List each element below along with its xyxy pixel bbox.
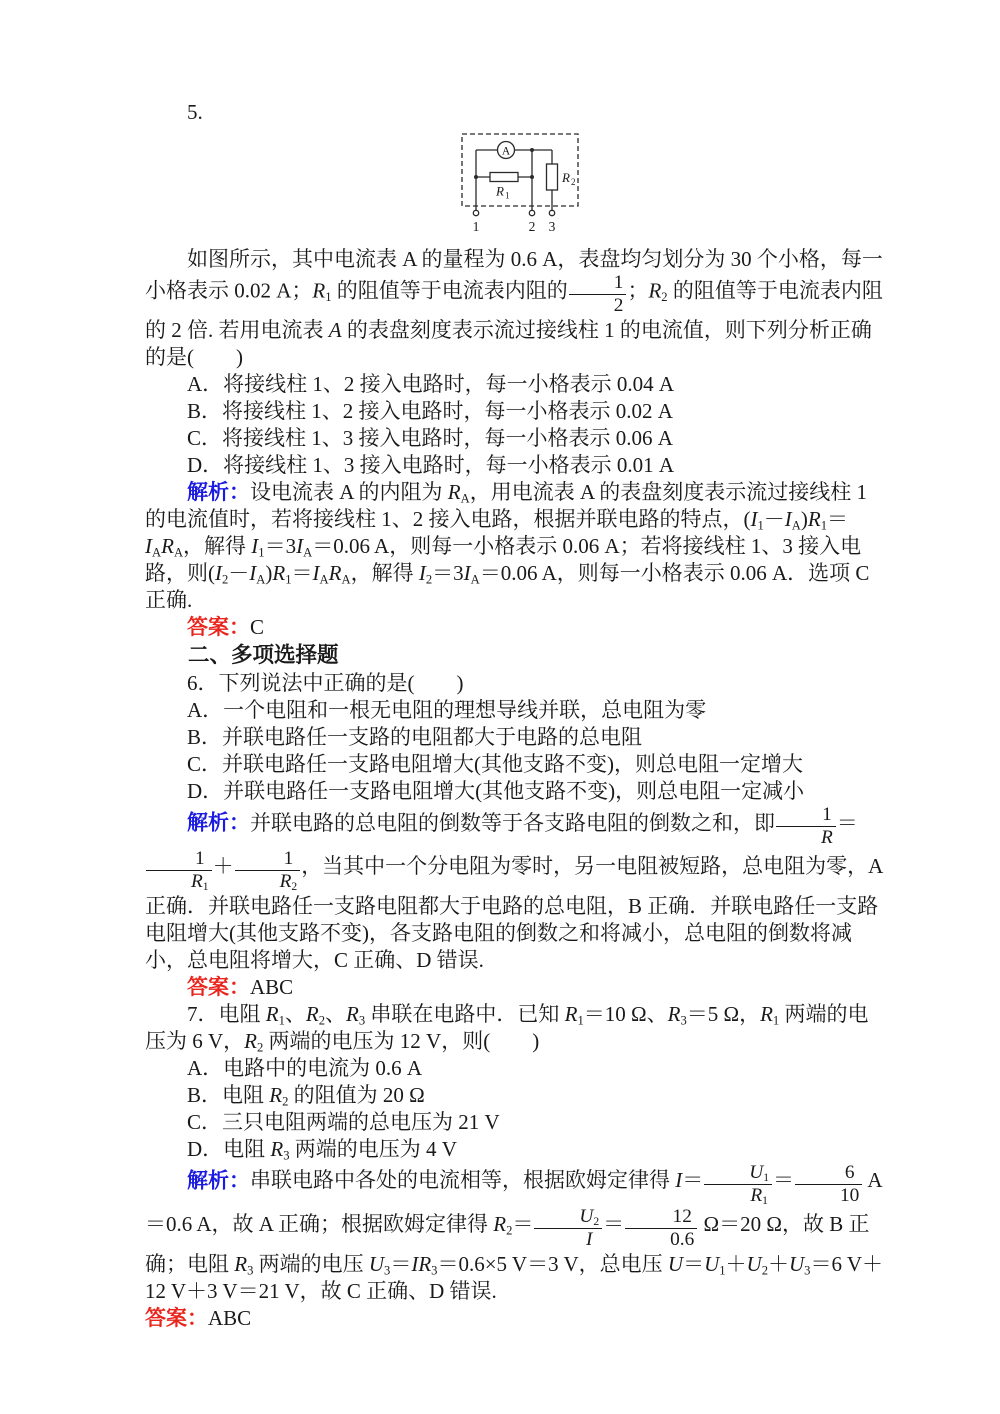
q6-option-d: D．并联电路任一支路电阻增大(其他支路不变)，则总电阻一定减小 [187, 778, 805, 803]
q5-number [145, 99, 887, 126]
q5-option-a: A．将接线柱 1、2 接入电路时，每一小格表示 0.04 A [187, 371, 675, 396]
junction-dot-left [474, 175, 478, 179]
q5-answer [145, 614, 887, 641]
resistor-r2-icon [547, 164, 558, 190]
q6-answer-value: ABC [250, 974, 294, 999]
q5-option-c: C．将接线柱 1、3 接入电路时，每一小格表示 0.06 A [187, 425, 673, 450]
q6-stem: 6．下列说法中正确的是( ) [187, 670, 464, 695]
q7-analysis-text: 串联电路中各处的电流相等，根据欧姆定律得 I＝ $\frac{U_1}{R_1}$ ＝ $\frac{6}{10}$ A＝0.6 A，故 A 正确；根据欧姆定律得 $R_2=$ $\frac{U_2}{I}$ ＝ $\frac{12}{0.6}$ Ω＝20 Ω，故 B 正确；电阻 $R_3$ 两端的电压 $U_3=IR_3=0.6\times 5$ V＝3 V，总电压 $U=U_1+U_2+U_3=6$ V＋12 V＋3 V＝21 V，故 C 正确、D 错误. [145, 1161, 884, 1303]
q5-analysis-text: 设电流表 A 的内阻为 $R_A$，用电流表 A 的表盘刻度表示流过接线柱 1 的电流值时，若将接线柱 1、2 接入电路，根据并联电路的特点，$(I_1-I_A)R_1=I_AR_A$，解得 $I_1=3I_A=0.06$ A，则每一小格表示 0.06 A；若将接线柱 1、3 接入电路，则$(I_2-I_A)R_1=I_AR_A$，解得 $I_2=3I_A=0.06$ A，则每一小格表示 0.06 A．选项 C 正确. [145, 479, 870, 612]
q5-stem: 如图所示，其中电流表 A 的量程为 0.6 A，表盘均匀划分为 30 个小格，每一小格表示 0.02 A；$R_1$ 的阻值等于电流表内阻的 $\frac{1}{2}$ ；$R_2$ 的阻值等于电流表内阻的 2 倍. 若用电流表 A 的表盘刻度表示流过接线柱 1 的电流值，则下列分析正确的是( ) [145, 247, 883, 369]
r2-subscript: 2 [571, 177, 576, 187]
analysis-label: 解析： [187, 480, 250, 504]
r1-label: R [496, 183, 504, 199]
q5-option-b: B．将接线柱 1、2 接入电路时，每一小格表示 0.02 A [187, 398, 673, 423]
answer-label: 答案： [187, 975, 250, 999]
q7-analysis [145, 1163, 887, 1305]
page-content [145, 99, 887, 1332]
analysis-label: 解析： [187, 1169, 250, 1193]
q7-answer-value: ABC [208, 1305, 252, 1330]
circuit-diagram [461, 133, 887, 237]
q5-number-text: 5. [187, 100, 203, 124]
q6-option-a: A．一个电阻和一根无电阻的理想导线并联，总电阻为零 [187, 697, 707, 722]
terminal-3-icon [549, 210, 554, 215]
q6-option-b: B．并联电路任一支路的电阻都大于电路的总电阻 [187, 724, 643, 749]
answer-label: 答案： [145, 1306, 208, 1330]
section-2-title: 二、多项选择题 [188, 642, 339, 667]
q5-answer-value: C [250, 614, 265, 639]
q6-analysis [145, 805, 887, 974]
circuit-diagram-svg [461, 133, 593, 235]
dashed-boundary [462, 134, 578, 206]
ammeter-label: A [501, 145, 511, 158]
q7-option-b: B．电阻 $R_2$ 的阻值为 20 Ω [187, 1082, 425, 1109]
junction-dot-top [530, 148, 534, 152]
terminal-1-icon [473, 210, 478, 215]
q7-option-c: C．三只电阻两端的总电压为 21 V [187, 1109, 500, 1134]
junction-dot-right [530, 175, 534, 179]
q6-option-c: C．并联电路任一支路电阻增大(其他支路不变)，则总电阻一定增大 [187, 751, 803, 776]
q5-analysis [145, 479, 887, 614]
q5-option-d: D．将接线柱 1、3 接入电路时，每一小格表示 0.01 A [187, 452, 675, 477]
terminal-2-icon [529, 210, 534, 215]
terminal-2-label: 2 [528, 219, 536, 234]
q7-answer [145, 1305, 887, 1332]
resistor-r1-icon [490, 173, 518, 182]
q7-option-d: D．电阻 $R_3$ 两端的电压为 4 V [187, 1136, 457, 1163]
q7-option-a: A．电路中的电流为 0.6 A [187, 1055, 423, 1080]
r2-label: R [562, 170, 570, 185]
r1-subscript: 1 [505, 190, 510, 201]
q6-analysis-text: 并联电路的总电阻的倒数等于各支路电阻的倒数之和，即 $\frac{1}{R}$ ＝ $\frac{1}{R_1}$ ＋ $\frac{1}{R_2}$ ，当其中一个分电阻为零时，另一电阻被短路，总电阻为零，A 正确．并联电路任一支路电阻都大于电路的总电阻，B 正确．并联电路任一支路电阻增大(其他支路不变)，各支路电阻的倒数之和将减小，总电阻的倒数将减小，总电阻将增大，C 正确、D 错误. [145, 803, 883, 972]
q7-stem: 7．电阻 $R_1$、$R_2$、$R_3$ 串联在电路中．已知 $R_1=10$ Ω、$R_3=5$ Ω，$R_1$ 两端的电压为 6 V，$R_2$ 两端的电压为 12 V，则( ) [145, 1001, 869, 1055]
answer-label: 答案： [187, 615, 250, 639]
terminal-3-label: 3 [548, 219, 556, 234]
q6-answer [145, 974, 887, 1001]
analysis-label: 解析： [187, 811, 250, 835]
terminal-1-label: 1 [472, 219, 480, 234]
